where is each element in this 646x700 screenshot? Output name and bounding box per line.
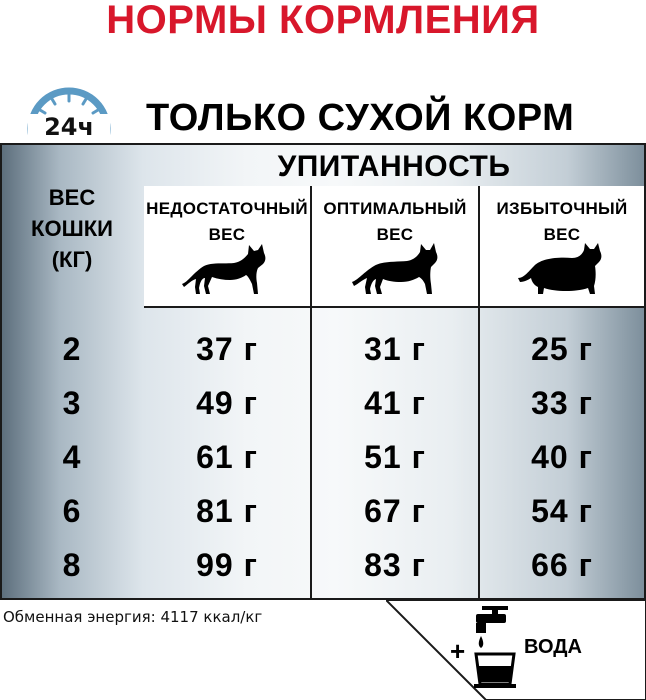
- table-row: [2, 376, 644, 430]
- feeding-rows: [2, 322, 644, 592]
- underweight-amount-cell: 49 г: [196, 385, 258, 421]
- optimal-cat-icon: [350, 242, 446, 296]
- cat-weight-cell: 3: [62, 385, 82, 421]
- underweight-amount-cell: 37 г: [196, 331, 258, 367]
- water-label: ВОДА: [524, 636, 582, 658]
- cat-weight-cell: 6: [62, 493, 82, 529]
- page-title: НОРМЫ КОРМЛЕНИЯ: [106, 0, 540, 42]
- optimal-amount-cell: 41 г: [364, 385, 426, 421]
- clock-label: 24ч: [44, 113, 94, 141]
- plus-sign: +: [450, 636, 466, 666]
- overweight-amount-cell: 25 г: [531, 331, 593, 367]
- overweight-amount-cell: 40 г: [531, 439, 593, 475]
- feeding-subtitle: ТОЛЬКО СУХОЙ КОРМ: [146, 97, 575, 139]
- cat-weight-cell: 2: [62, 331, 82, 367]
- table-row: [2, 430, 644, 484]
- table-divider: [144, 306, 644, 308]
- optimal-amount-cell: 83 г: [364, 547, 426, 583]
- weight-header-line: (КГ): [51, 247, 93, 272]
- condition-label-line: ВЕС: [376, 225, 414, 244]
- overweight-amount-cell: 66 г: [531, 547, 593, 583]
- overweight-amount-cell: 54 г: [531, 493, 593, 529]
- optimal-amount-cell: 51 г: [364, 439, 426, 475]
- condition-label-line: ВЕС: [543, 225, 581, 244]
- condition-overweight: [480, 186, 644, 306]
- optimal-amount-cell: 31 г: [364, 331, 426, 367]
- condition-label-line: НЕДОСТАТОЧНЫЙ: [146, 199, 308, 218]
- weight-header-line: КОШКИ: [31, 216, 113, 241]
- condition-label-line: ВЕС: [208, 225, 246, 244]
- overweight-cat-icon: [516, 242, 608, 296]
- cat-weight-cell: 8: [62, 547, 82, 583]
- table-row: [2, 322, 644, 376]
- condition-underweight: [144, 186, 310, 306]
- condition-label-line: ОПТИМАЛЬНЫЙ: [323, 199, 467, 218]
- table-row: [2, 538, 644, 592]
- overweight-amount-cell: 33 г: [531, 385, 593, 421]
- weight-header-line: ВЕС: [48, 185, 96, 210]
- cat-weight-cell: 4: [62, 439, 82, 475]
- underweight-amount-cell: 81 г: [196, 493, 258, 529]
- condition-label: [312, 196, 478, 248]
- condition-label-line: ИЗБЫТОЧНЫЙ: [496, 199, 628, 218]
- weight-column-header: [2, 182, 142, 275]
- condition-label: [144, 196, 310, 248]
- table-row: [2, 484, 644, 538]
- condition-label: [480, 196, 644, 248]
- optimal-amount-cell: 67 г: [364, 493, 426, 529]
- water-tap-bowl-icon: [472, 604, 518, 690]
- condition-optimal: [312, 186, 478, 306]
- energy-note: Обменная энергия: 4117 ккал/кг: [3, 608, 263, 626]
- underweight-amount-cell: 99 г: [196, 547, 258, 583]
- underweight-amount-cell: 61 г: [196, 439, 258, 475]
- thin-cat-icon: [178, 242, 274, 296]
- nutrition-header: УПИТАННОСТЬ: [277, 150, 511, 183]
